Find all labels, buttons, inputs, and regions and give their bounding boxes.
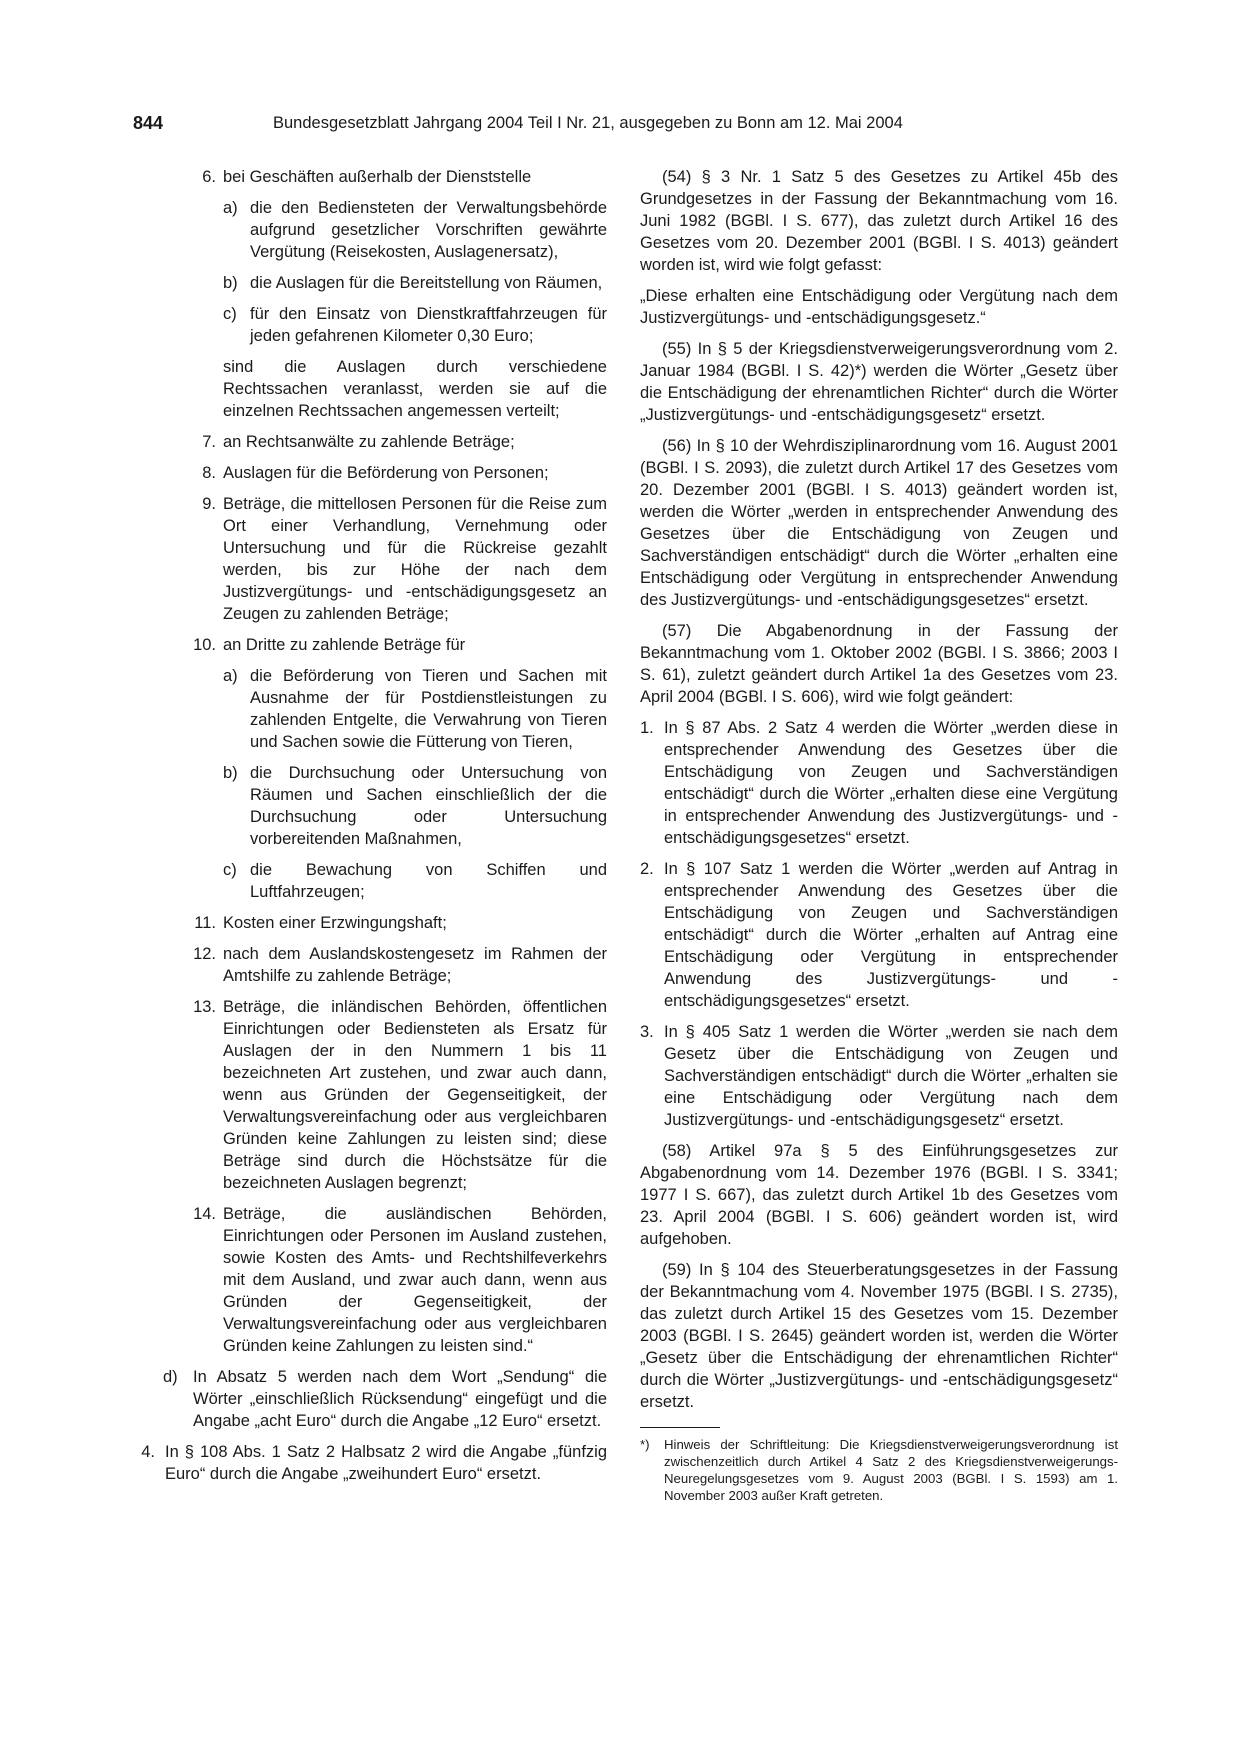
item-number: 11. xyxy=(194,914,216,932)
sub-item-letter: b) xyxy=(223,764,238,782)
paragraph-59: (59) In § 104 des Steuerberatungsgesetzes in der Fassung der Bekanntmachung vom 4. November 1975 (BGBl. I S. 2735), das zuletzt durch Artikel 15 des Gesetzes vom 15. Dezember 2003 (BGBl. I S. 2645) geändert worden ist, werden die Wörter „Gesetz über die Entschädigung der ehrenamtlichen Richter“ durch die Wörter „Justizvergütungs- und -entschädigungsgesetz“ ersetzt. xyxy=(640,1261,1118,1411)
item-number: 14. xyxy=(193,1205,216,1223)
sub-list-item xyxy=(133,272,607,294)
right-column xyxy=(640,166,1118,1504)
list-item xyxy=(133,462,607,484)
paragraph-56: (56) In § 10 der Wehrdisziplinarordnung vom 16. August 2001 (BGBl. I S. 2093), die zuletzt durch Artikel 17 des Gesetzes vom 20. Dezember 2001 (BGBl. I S. 4013) geändert worden ist, werden die Wörter „werden in entsprechender Anwendung des Gesetzes über die Entschädigung von Zeugen und Sachverständigen entschädigt“ durch die Wörter „erhalten eine Entschädigung oder Vergütung in entsprechender Anwendung des Justizvergütungs- und -entschädigungsgesetzes“ ersetzt. xyxy=(640,437,1118,609)
paragraph-57: (57) Die Abgabenordnung in der Fassung der Bekanntmachung vom 1. Oktober 2002 (BGBl. I S. 3866; 2003 I S. 61), zuletzt geändert durch Artikel 1a des Gesetzes vom 23. April 2004 (BGBl. I S. 606), wird wie folgt geändert: xyxy=(640,622,1118,706)
footnote-divider xyxy=(640,1427,720,1428)
paragraph-55: (55) In § 5 der Kriegsdienstverweigerungsverordnung vom 2. Januar 1984 (BGBl. I S. 42)*) werden die Wörter „Gesetz über die Entschädigung der ehrenamtlichen Richter“ durch die Wörter „Justizvergütungs- und -entschädigungsgesetz“ ersetzt. xyxy=(640,340,1118,424)
sub-list-item xyxy=(133,859,607,903)
list-item xyxy=(640,1021,1118,1131)
page-number: 844 xyxy=(133,113,164,133)
sub-item-text: die Beförderung von Tieren und Sachen mit Ausnahme der für Postdienstleistungen zu zahlenden Entgelte, die Verwahrung von Tieren und Sachen sowie die Fütterung von Tieren, xyxy=(250,667,607,751)
item-number: 3. xyxy=(640,1023,654,1041)
paragraph-54-quote: „Diese erhalten eine Entschädigung oder Vergütung nach dem Justizvergütungs- und -entschädigungsgesetz.“ xyxy=(640,287,1118,327)
gazette-title: Bundesgesetzblatt Jahrgang 2004 Teil I Nr. 21, ausgegeben zu Bonn am 12. Mai 2004 xyxy=(273,114,903,132)
item-number: 10. xyxy=(193,636,216,654)
item-number: 7. xyxy=(202,433,216,451)
item-text: Auslagen für die Beförderung von Personen; xyxy=(223,464,549,482)
item-continuation: sind die Auslagen durch verschiedene Rechtssachen veranlasst, werden sie auf die einzelnen Rechtssachen angemessen verteilt; xyxy=(223,358,607,420)
sub-item-text: die Durchsuchung oder Untersuchung von Räumen und Sachen einschließlich der die Durchsuchung oder Untersuchung vorbereitenden Maßnahmen, xyxy=(250,764,607,848)
item-text: Beträge, die mittellosen Personen für die Reise zum Ort einer Verhandlung, Vernehmung oder Untersuchung und für die Rückreise gezahlt werden, bis zur Höhe der nach dem Justizvergütungs- und -entschädigungsgesetz an Zeugen zu zahlenden Beträge; xyxy=(223,495,607,623)
sub-item-letter: c) xyxy=(223,305,237,323)
item-text: bei Geschäften außerhalb der Dienststelle xyxy=(223,168,532,186)
sub-list-item xyxy=(133,665,607,753)
sub-item-text: für den Einsatz von Dienstkraftfahrzeugen für jeden gefahrenen Kilometer 0,30 Euro; xyxy=(250,305,607,345)
sub-item-letter: b) xyxy=(223,274,238,292)
item-text: Kosten einer Erzwingungshaft; xyxy=(223,914,447,932)
paragraph-54: (54) § 3 Nr. 1 Satz 5 des Gesetzes zu Artikel 45b des Grundgesetzes in der Fassung der Bekanntmachung vom 16. Juni 1982 (BGBl. I S. 677), das zuletzt durch Artikel 16 des Gesetzes vom 20. Dezember 2001 (BGBl. I S. 4013) geändert worden ist, wird wie folgt gefasst: xyxy=(640,168,1118,274)
item-text: an Dritte zu zahlende Beträge für xyxy=(223,636,466,654)
sub-item-letter: c) xyxy=(223,861,237,879)
item-text: In § 405 Satz 1 werden die Wörter „werden sie nach dem Gesetz über die Entschädigung von Zeugen und Sachverständigen entschädigt“ durch die Wörter „erhalten sie eine Entschädigung oder Vergütung nach dem Justizvergütungs- und -entschädigungsgesetz“ ersetzt. xyxy=(664,1023,1118,1129)
list-item xyxy=(133,996,607,1194)
list-item xyxy=(133,943,607,987)
item-text: In § 87 Abs. 2 Satz 4 werden die Wörter „werden diese in entsprechender Anwendung des Gesetzes über die Entschädigung von Zeugen und Sachverständigen entschädigt“ durch die Wörter „erhalten diese eine Vergütung in entsprechender Anwendung des Justizvergütungs- und -entschädigungsgesetzes“ ersetzt. xyxy=(664,719,1118,847)
footnote-mark: *) xyxy=(640,1437,650,1452)
item-number: 8. xyxy=(202,464,216,482)
item-number: 13. xyxy=(193,998,216,1016)
item-number: 12. xyxy=(193,945,216,963)
list-item xyxy=(133,912,607,934)
left-column xyxy=(133,166,607,1494)
item-number: 4. xyxy=(141,1443,155,1461)
sub-item-text: die den Bediensteten der Verwaltungsbehörde aufgrund gesetzlicher Vorschriften gewährte Vergütung (Reisekosten, Auslagenersatz), xyxy=(250,199,607,261)
item-number: 1. xyxy=(640,719,654,737)
item-text: Beträge, die inländischen Behörden, öffentlichen Einrichtungen oder Bediensteten als Ersatz für Auslagen der in den Nummern 1 bis 11 bezeichneten Art zustehen, und zwar auch dann, wenn aus Gründen der Gegenseitigkeit, der Verwaltungsvereinfachung oder aus vergleichbaren Gründen keine Zahlungen zu leisten sind; diese Beträge sind durch die Höchstsätze für die bezeichneten Auslagen begrenzt; xyxy=(223,998,607,1192)
list-item xyxy=(133,431,607,453)
list-item xyxy=(133,166,607,188)
paragraph-58: (58) Artikel 97a § 5 des Einführungsgesetzes zur Abgabenordnung vom 14. Dezember 1976 (BGBl. I S. 3341; 1977 I S. 667), das zuletzt durch Artikel 1b des Gesetzes vom 23. April 2004 (BGBl. I S. 606) geändert worden ist, wird aufgehoben. xyxy=(640,1142,1118,1248)
list-item-d xyxy=(133,1366,607,1432)
item-text: nach dem Auslandskostengesetz im Rahmen der Amtshilfe zu zahlende Beträge; xyxy=(223,945,607,985)
list-item xyxy=(640,717,1118,849)
footnote xyxy=(640,1436,1118,1504)
item-number: 9. xyxy=(202,495,216,513)
list-item xyxy=(133,493,607,625)
list-item-4 xyxy=(133,1441,607,1485)
page-header xyxy=(133,113,1113,137)
sub-item-letter: a) xyxy=(223,199,238,217)
sub-list-item xyxy=(133,762,607,850)
item-text: an Rechtsanwälte zu zahlende Beträge; xyxy=(223,433,515,451)
sub-list-item xyxy=(133,303,607,347)
item-text: In § 108 Abs. 1 Satz 2 Halbsatz 2 wird die Angabe „fünfzig Euro“ durch die Angabe „zweihundert Euro“ ersetzt. xyxy=(165,1443,607,1483)
sub-item-letter: a) xyxy=(223,667,238,685)
list-item xyxy=(640,858,1118,1012)
sub-list-item xyxy=(133,197,607,263)
item-number: 6. xyxy=(202,168,216,186)
list-item xyxy=(133,1203,607,1357)
item-number: 2. xyxy=(640,860,654,878)
footnote-text: Hinweis der Schriftleitung: Die Kriegsdienstverweigerungsverordnung ist zwischenzeitlich durch Artikel 4 Satz 2 des Kriegsdienstverweigerungs-Neuregelungsgesetzes vom 9. August 2003 (BGBl. I S. 1593) am 1. November 2003 außer Kraft getreten. xyxy=(664,1437,1118,1503)
sub-item-text: die Bewachung von Schiffen und Luftfahrzeugen; xyxy=(250,861,607,901)
item-text: Beträge, die ausländischen Behörden, Einrichtungen oder Personen im Ausland zustehen, sowie Kosten des Amts- und Rechtshilfeverkehrs mit dem Ausland, und zwar auch dann, wenn aus Gründen der Gegenseitigkeit, der Verwaltungsvereinfachung oder aus vergleichbaren Gründen keine Zahlungen zu leisten sind.“ xyxy=(223,1205,607,1355)
item-text: In Absatz 5 werden nach dem Wort „Sendung“ die Wörter „einschließlich Rücksendung“ eingefügt und die Angabe „acht Euro“ durch die Angabe „12 Euro“ ersetzt. xyxy=(193,1368,607,1430)
list-item xyxy=(133,634,607,656)
sub-item-text: die Auslagen für die Bereitstellung von Räumen, xyxy=(250,274,603,292)
item-letter: d) xyxy=(163,1368,178,1386)
item-text: In § 107 Satz 1 werden die Wörter „werden auf Antrag in entsprechender Anwendung des Gesetzes über die Entschädigung von Zeugen und Sachverständigen entschädigt“ durch die Wörter „erhalten auf Antrag eine Entschädigung oder Vergütung in entsprechender Anwendung des Justizvergütungs- und -entschädigungsgesetzes“ ersetzt. xyxy=(664,860,1118,1010)
